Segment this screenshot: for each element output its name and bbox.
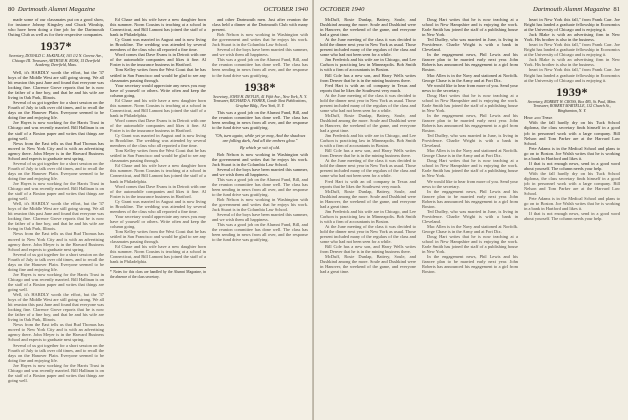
paragraph: News from the East tells us that Bud Thomas has moved to New York City and is with an advertising agency there. John Meyer is in the Harvard Business School and expects to graduate next spring. [8, 231, 104, 252]
paragraph: Well, it's HARDLY worth the effort, but the '37 boys of the Middle West are still going strong. We all hit reunion this past June and found that everyone was looking fine. Clarence Grove reports that he is now the father of a fine boy, and that he and his wife are living in Oak Park, Illinois. [8, 292, 104, 323]
paragraph: Doug Hart writes that he is now teaching at a school in New Hampshire and is enjoying the work. Earle Smith has joined the staff of a publishing house in New York. [422, 92, 518, 113]
paragraph: Tom Kelley writes from the West Coast that he has settled in San Francisco and would be glad to see any classmates passing through. [110, 67, 206, 83]
paragraph: At the June meeting of the class it was decided to hold the dinner next year in New York as usual. Those present included many of the regulars of the class and some who had not been seen for a while. [320, 37, 416, 58]
paragraph: Several of the boys have been married this summer, and we wish them all happiness. [212, 212, 308, 223]
paragraph: We would like to hear from more of you. Send your news to the secretary. [422, 178, 518, 189]
paragraph: This was a good job on the Alumni Fund, Bill, and the reunion committee has done well. The class has been sending in news from all over, and the response to the fund drive was gratifying. [212, 222, 308, 243]
paragraph: Ted Dudley, who was married in June, is living in Providence. Charlie Wright is with a bank in Cleveland. [422, 208, 518, 224]
column-1 [320, 17, 416, 420]
paragraph: Bob Nelson is now working in Washington with the government and writes that he enjoys his work. Jack Stuart is in the Columbia Law School. [212, 197, 308, 213]
paragraph: Several of us got together for a short session on the Fourth of July to talk over old times, and to recall the days on the Hanover Plain. Everyone seemed to be doing fine and enjoying life. [8, 342, 104, 363]
column-2 [110, 17, 206, 420]
paragraph: Bob Nelson is now working in Washington with the government and writes that he enjoys his work. Jack Stuart is in the Columbia Law School. [212, 151, 308, 167]
paragraph: With the fall hardly dry on his Tuck School diploma, the class secretary finds himself in a good job in personnel work with a large company. Bill Nelson and Tom Parker are at the Harvard Law School. [524, 120, 620, 146]
paragraph: Cy Grant was married in August and is now living in Brookline. The wedding was attended by several members of the class who all reported a fine time. [110, 37, 206, 53]
paragraph: Word comes that Dave Evans is in Detroit with one of the automobile companies and likes it fine. Al Foster is in the insurance business in Hartford. [110, 52, 206, 68]
paragraph: Several of the boys have been married this summer, and we wish them all happiness. [212, 47, 308, 58]
paragraph: This was a good job on the Alumni Fund, Bill, and the reunion committee has done well. The class has been sending in news from all over, and the response to the fund drive was gratifying. [212, 110, 308, 131]
class-officers: Secretary, ROBERT W. CROSS, Box 485, St. Paul, Minn. Treasurer, ROBERT MARTELLE, 132 Church St., Binghamton, N. Y. [527, 99, 617, 113]
paragraph: If that is not enough news, send in a good word about yourself. The column needs your help. [524, 211, 620, 222]
paragraph: Bill Cole has a new son, and Harry Wells writes from Denver that he is in the mining business there. [320, 72, 416, 83]
paragraph: McDuff, Rosie Dunlap, Battery, Soule, and Dushkind among the more. Soule and Dushkind were in Hanover, the weekend of the game, and everyone had a great time. [320, 112, 416, 134]
paragraph: Bill Cole has a new son, and Harry Wells writes from Denver that he is in the mining business there. [320, 244, 416, 255]
class-year-heading: 1939* [556, 84, 588, 99]
paragraph: We would like to hear from more of you. Send your news to the secretary. [422, 82, 518, 93]
issue-date: OCTOBER 1940 [320, 6, 365, 13]
paragraph: Jack Blake is with an advertising firm in New York. His brother is also in the business. [524, 57, 620, 68]
paragraph: Cy Grant was married in August and is now living in Brookline. The wedding was attended by several members of the class who all reported a fine time. [110, 198, 206, 214]
class-officers: Secretary, DONALD C. McKINLAY, 103 1/2 N. Greene Ave., Chicago III. Treasurer, ARTHUR H. ROSS, 15 Deerfield Academy, Deerfield, Mass. [8, 54, 104, 68]
paragraph: Mac Allen is in the Navy and stationed at Norfolk. George Chase is in the Army and at Fort Dix. [422, 72, 518, 83]
paragraph: Jack Blake is with an advertising firm in New York. His brother is also in the business. [524, 32, 620, 43]
verse-attribution: By which ye wit of old. [240, 144, 280, 150]
paragraph: Doug Hart writes that he is now teaching at a school in New Hampshire and is enjoying the work. Earle Smith has joined the staff of a publishing house in New York. [422, 234, 518, 255]
column-3 [212, 17, 308, 420]
paragraph: News from the East tells us that Bud Thomas has moved to New York City and is with an advertising agency there. John Meyer is in the Harvard Business School and expects to graduate next spring. [8, 140, 104, 161]
page-number: 80 [8, 6, 15, 13]
paragraph: Ed Chase and his wife have a new daughter born this summer. Norm Cousins is teaching at a school in Connecticut, and Bill Lamont has joined the staff of a bank in Philadelphia. [110, 17, 206, 38]
paragraph: McDuff, Rosie Dunlap, Battery, Soule, and Dushkind among the more. Soule and Dushkind were in Hanover, the weekend of the game, and everyone had a great time. [320, 17, 416, 38]
column-3 [524, 17, 620, 420]
paragraph: heart in New York this fall," from Frank Carr. Joe Bright has landed a graduate fellowship in Economics at the University of Chicago and is enjoying it. [524, 67, 620, 83]
paragraph: Joe Hayes is now working for the Harris Trust in Chicago and was recently married. Bill Hallinan is on the staff of a Boston paper and writes that things are going well. [8, 181, 104, 202]
paragraph: With the fall hardly dry on his Tuck School diploma, the class secretary finds himself in a good job in personnel work with a large company. Bill Nelson and Tom Parker are at the Harvard Law School. [524, 170, 620, 197]
class-year-heading: 1937* [40, 39, 72, 54]
paragraph: Word comes that Dave Evans is in Detroit with one of the automobile companies and likes it fine. Al Foster is in the insurance business in Hartford. [110, 183, 206, 199]
paragraph: Mac Allen is in the Navy and stationed at Norfolk. George Chase is in the Army and at Fort Dix. [422, 148, 518, 159]
paragraph: Well, it's HARDLY worth the effort, but the '37 boys of the Middle West are still going strong. We all hit reunion this past June and found that everyone was looking fine. Clarence Grove reports that he is now the father of a fine boy, and that he and his wife are living in Oak Park, Illinois. [8, 201, 104, 232]
paragraph: and other Dartmouth men. Just after reunion the class held a dinner at the Dartmouth Club with many present. [212, 17, 308, 33]
running-head [8, 6, 308, 13]
column-2 [422, 17, 518, 420]
paragraph: In the engagement news, Phil Lewis and his fiancee plan to be married early next year. John Roberts has announced his engagement to a girl from Boston. [422, 188, 518, 209]
paragraph: Jim Frederick and his wife are in Chicago, and Lee Carlson is practicing law in Minneapolis. Bob Smith is with a firm of accountants in Boston. [320, 133, 416, 149]
paragraph: Several of us got together for a short session on the Fourth of July to talk over old times, and to recall the days on the Hanover Plain. Everyone seemed to be doing fine and enjoying life. [8, 251, 104, 272]
paragraph: Cy Grant was married in August and is now living in Brookline. The wedding was attended by several members of the class who all reported a fine time. [110, 133, 206, 149]
paragraph: At the June meeting of the class it was decided to hold the dinner next year in New York as usual. Those present included many of the regulars of the class and some who had not been seen for a while. [320, 158, 416, 179]
paragraph: Joe Hayes is now working for the Harris Trust in Chicago and was recently married. Bill Hallinan is on the staff of a Boston paper and writes that things are going well. [8, 120, 104, 141]
paragraph: Jim Frederick and his wife are in Chicago, and Lee Carlson is practicing law in Minneapolis. Bob Smith is with a firm of accountants in Boston. [320, 57, 416, 73]
paragraph: In the engagement news, Phil Lewis and his fiancee plan to be married early next year. John Roberts has announced his engagement to a girl from Boston. [422, 254, 518, 275]
paragraph: Doug Hart writes that he is now teaching at a school in New Hampshire and is enjoying the work. Earle Smith has joined the staff of a publishing house in New York. [422, 17, 518, 38]
paragraph: Bill Cole has a new son, and Harry Wells writes from Denver that he is in the mining business there. [320, 148, 416, 159]
subheading: Here and There [524, 115, 553, 121]
paragraph: McDuff, Rosie Dunlap, Battery, Soule, and Dushkind among the more. Soule and Dushkind were in Hanover, the weekend of the game, and everyone had a great time. [320, 188, 416, 209]
paragraph: Jim Frederick and his wife are in Chicago, and Lee Carlson is practicing law in Minneapolis. Bob Smith is with a firm of accountants in Boston. [320, 208, 416, 224]
paragraph: Pete Adams is in the Medical School and plans to go on to Boston. Joe Walsh writes that he is working in a bank in Hartford and likes it. [524, 196, 620, 212]
paragraph: At the June meeting of the class it was decided to hold the dinner next year in New York as usual. Those present included many of the regulars of the class and some who had not been seen for a while. [320, 223, 416, 245]
paragraph: Joe Hayes is now working for the Harris Trust in Chicago and was recently married. Bill Hallinan is on the staff of a Boston paper and writes that things are going well. [8, 271, 104, 292]
paragraph: Several of us got together for a short session on the Fourth of July to talk over old times, and to recall the days on the Hanover Plain. Everyone seemed to be doing fine and enjoying life. [8, 160, 104, 181]
class-officers: Secretary, JOHN H. DEVLIN, 41 Fifth Ave., New York, N. Y. Treasurer, RICHARD A. FISHER, Conde Nast Publications, Graybar Bldg., New York, N. Y. [213, 94, 307, 108]
paragraph: heart in New York this fall," from Frank Carr. Joe Bright has landed a graduate fellowship in Economics at the University of Chicago and is enjoying it. [524, 42, 620, 58]
verse-quote: "Oh, turn again, while yet ye may, And the shadows are falling dark, And all the embers glow." [214, 132, 306, 143]
paragraph: Fred Hart is with an oil company in Texas and reports that he likes the Southwest very much. [320, 82, 416, 93]
columns [320, 17, 620, 420]
paragraph: If that is not enough news, send in a good word about yourself. The column needs your help. [524, 160, 620, 171]
paragraph: made some of our classmates put on a good show, for instance Johnny Kingsley and Chuck Winship, who have been doing a fine job for the Dartmouth Outing Club as well as for their respective companies. [8, 17, 104, 38]
page-number: 81 [613, 6, 620, 13]
paragraph: heart in New York this fall," from Frank Carr. Joe Bright has landed a graduate fellowship in Economics at the University of Chicago and is enjoying it. [524, 17, 620, 33]
paragraph: This was a good job on the Alumni Fund, Bill, and the reunion committee has done well. The class has been sending in news from all over, and the response to the fund drive was gratifying. [212, 57, 308, 78]
paragraph: Word comes that Dave Evans is in Detroit with one of the automobile companies and likes it fine. Al Foster is in the insurance business in Hartford. [110, 117, 206, 134]
paragraph: Joe Hayes is now working for the Harris Trust in Chicago and was recently married. Bill Hallinan is on the staff of a Boston paper and writes that things are going well. [8, 362, 104, 383]
paragraph: McDuff, Rosie Dunlap, Battery, Soule, and Dushkind among the more. Soule and Dushkind were in Hanover, the weekend of the game, and everyone had a great time. [320, 254, 416, 275]
paragraph: Doug Hart writes that he is now teaching at a school in New Hampshire and is enjoying the work. Earle Smith has joined the staff of a publishing house in New York. [422, 158, 518, 179]
paragraph: Ted Dudley, who was married in June, is living in Providence. Charlie Wright is with a bank in Cleveland. [422, 133, 518, 149]
paragraph: Ed Chase and his wife have a new daughter born this summer. Norm Cousins is teaching at a school in Connecticut, and Bill Lamont has joined the staff of a bank in Philadelphia. [110, 163, 206, 184]
paragraph: In the engagement news, Phil Lewis and his fiancee plan to be married early next year. John Roberts has announced his engagement to a girl from Boston. [422, 52, 518, 73]
paragraph: Tom Kelley writes from the West Coast that he has settled in San Francisco and would be glad to see any classmates passing through. [110, 148, 206, 164]
paragraph: Several of the boys have been married this summer, and we wish them all happiness. [212, 166, 308, 177]
paragraph: Well, it's HARDLY worth the effort, but the '37 boys of the Middle West are still going strong. We all hit reunion this past June and found that everyone was looking fine. Clarence Grove reports that he is now the father of a fine boy, and that he and his wife are living in Oak Park, Illinois. [8, 69, 104, 101]
paragraph: Tom Kelley writes from the West Coast that he has settled in San Francisco and would be glad to see any classmates passing through. [110, 228, 206, 245]
paragraph: Fred Hart is with an oil company in Texas and reports that he likes the Southwest very much. [320, 178, 416, 189]
paragraph: News from the East tells us that Bud Thomas has moved to New York City and is with an advertising agency there. John Meyer is in the Harvard Business School and expects to graduate next spring. [8, 322, 104, 343]
right-page [314, 0, 628, 420]
paragraph: At the June meeting of the class it was decided to hold the dinner next year in New York as usual. Those present included many of the regulars of the class and some who had not been seen for a while. [320, 92, 416, 113]
paragraph: This was a good job on the Alumni Fund, Bill, and the reunion committee has done well. The class has been sending in news from all over, and the response to the fund drive was gratifying. [212, 176, 308, 198]
paragraph: Ed Chase and his wife have a new daughter born this summer. Norm Cousins is teaching at a school in Connecticut, and Bill Lamont has joined the staff of a bank in Philadelphia. [110, 97, 206, 118]
paragraph: Ed Chase and his wife have a new daughter born this summer. Norm Cousins is teaching at a school in Connecticut, and Bill Lamont has joined the staff of a bank in Philadelphia. [110, 244, 206, 265]
paragraph: Mac Allen is in the Navy and stationed at Norfolk. George Chase is in the Army and at Fort Dix. [422, 223, 518, 234]
column-1 [8, 17, 104, 420]
class-year-heading: 1938* [244, 79, 276, 94]
paragraph: In the engagement news, Phil Lewis and his fiancee plan to be married early next year. John Roberts has announced his engagement to a girl from Boston. [422, 112, 518, 134]
magazine-title: Dartmouth Alumni Magazine [17, 6, 96, 13]
footnote: * Notes for this class are handled by the Alumni Magazine, in the absence of the class secretary. [110, 267, 206, 279]
columns [8, 17, 308, 420]
paragraph: Your secretary would appreciate any news you may have of yourself or others. Write often and keep the column going. [110, 213, 206, 229]
magazine-title: Dartmouth Alumni Magazine [532, 6, 611, 13]
paragraph: Ted Dudley, who was married in June, is living in Providence. Charlie Wright is with a bank in Cleveland. [422, 37, 518, 53]
paragraph: Your secretary would appreciate any news you may have of yourself or others. Write often and keep the column going. [110, 82, 206, 98]
paragraph: Several of us got together for a short session on the Fourth of July to talk over old times, and to recall the days on the Hanover Plain. Everyone seemed to be doing fine and enjoying life. [8, 100, 104, 121]
issue-date: OCTOBER 1940 [263, 6, 308, 13]
paragraph: Pete Adams is in the Medical School and plans to go on to Boston. Joe Walsh writes that he is working in a bank in Hartford and likes it. [524, 145, 620, 161]
paragraph: Bob Nelson is now working in Washington with the government and writes that he enjoys his work. Jack Stuart is in the Columbia Law School. [212, 32, 308, 48]
running-head [320, 6, 620, 13]
